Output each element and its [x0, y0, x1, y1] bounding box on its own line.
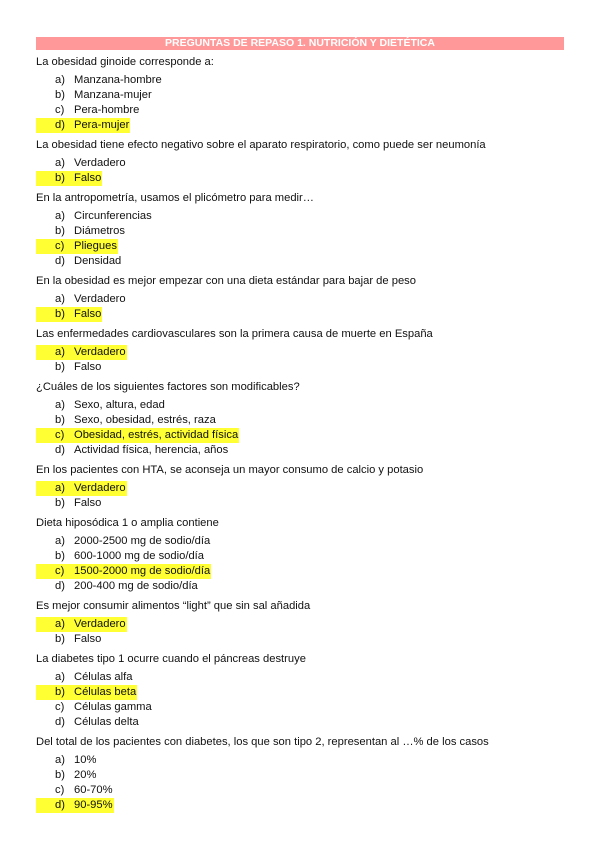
option-text: Verdadero	[74, 482, 126, 494]
option-list	[36, 345, 566, 375]
question-text: Del total de los pacientes con diabetes, los que son tipo 2, representan al …% de los casos	[36, 736, 489, 748]
answer-option-correct	[36, 481, 566, 496]
answer-option-correct	[36, 345, 566, 360]
answer-option	[36, 209, 566, 224]
option-letter: a)	[55, 74, 65, 86]
option-list	[36, 156, 566, 186]
option-letter: a)	[36, 481, 73, 496]
option-text: Células gamma	[74, 701, 152, 713]
option-letter: b)	[55, 89, 65, 101]
option-text: Células alfa	[74, 671, 133, 683]
option-letter: b)	[55, 497, 65, 509]
option-letter: a)	[55, 754, 65, 766]
answer-option-correct	[36, 171, 566, 186]
option-letter: a)	[55, 293, 65, 305]
option-list	[36, 670, 566, 730]
answer-option	[36, 700, 566, 715]
option-letter: c)	[55, 784, 65, 796]
question-text: La obesidad ginoide corresponde a:	[36, 56, 214, 68]
answer-option-correct	[36, 118, 566, 133]
option-text: Falso	[74, 172, 102, 184]
answer-option	[36, 549, 566, 564]
option-letter: d)	[36, 798, 73, 813]
option-letter: d)	[55, 255, 65, 267]
option-letter: a)	[55, 157, 65, 169]
option-letter: c)	[36, 239, 73, 254]
option-letter: d)	[55, 444, 65, 456]
option-text: Sexo, altura, edad	[74, 399, 165, 411]
answer-option	[36, 715, 566, 730]
option-list	[36, 292, 566, 322]
option-text: Falso	[74, 497, 102, 509]
question-list	[36, 55, 566, 818]
option-text: Falso	[74, 633, 102, 645]
option-list	[36, 534, 566, 594]
option-letter: a)	[55, 535, 65, 547]
option-letter: c)	[36, 564, 73, 579]
answer-option	[36, 768, 566, 783]
option-text: Densidad	[74, 255, 122, 267]
question-text: En la obesidad es mejor empezar con una dieta estándar para bajar de peso	[36, 275, 416, 287]
option-list	[36, 753, 566, 813]
option-letter: a)	[55, 210, 65, 222]
answer-option	[36, 73, 566, 88]
option-text: Falso	[74, 361, 102, 373]
option-letter: a)	[36, 617, 73, 632]
option-letter: b)	[55, 225, 65, 237]
option-text: 200-400 mg de sodio/día	[74, 580, 198, 592]
option-text: Manzana-mujer	[74, 89, 152, 101]
option-text: Células delta	[74, 716, 139, 728]
answer-option	[36, 254, 566, 269]
option-text: Diámetros	[74, 225, 125, 237]
page-title: PREGUNTAS DE REPASO 1. NUTRICIÓN Y DIETÉTICA	[36, 37, 564, 50]
option-letter: b)	[55, 361, 65, 373]
option-text: Obesidad, estrés, actividad física	[74, 429, 239, 441]
question-text: La obesidad tiene efecto negativo sobre el aparato respiratorio, como puede ser neumonía	[36, 139, 486, 151]
option-text: Pliegues	[74, 240, 117, 252]
option-letter: b)	[36, 307, 73, 322]
option-list	[36, 209, 566, 269]
option-letter: d)	[55, 580, 65, 592]
answer-option	[36, 88, 566, 103]
answer-option-correct	[36, 307, 566, 322]
answer-option	[36, 443, 566, 458]
question-text: En la antropometría, usamos el plicómetro para medir…	[36, 192, 314, 204]
answer-option-correct	[36, 428, 566, 443]
answer-option-correct	[36, 798, 566, 813]
option-text: Células beta	[74, 686, 137, 698]
question-text: Es mejor consumir alimentos “light” que sin sal añadida	[36, 600, 311, 612]
question-text: Las enfermedades cardiovasculares son la primera causa de muerte en España	[36, 328, 433, 340]
option-text: Verdadero	[74, 157, 126, 169]
option-letter: c)	[55, 701, 65, 713]
option-letter: b)	[36, 171, 73, 186]
answer-option	[36, 579, 566, 594]
answer-option	[36, 103, 566, 118]
answer-option-correct	[36, 239, 566, 254]
answer-option	[36, 753, 566, 768]
option-letter: d)	[55, 716, 65, 728]
option-letter: a)	[55, 399, 65, 411]
option-letter: b)	[55, 633, 65, 645]
answer-option	[36, 360, 566, 375]
option-list	[36, 481, 566, 511]
option-text: Verdadero	[74, 618, 126, 630]
option-text: Verdadero	[74, 346, 126, 358]
option-text: 600-1000 mg de sodio/día	[74, 550, 204, 562]
answer-option	[36, 534, 566, 549]
option-text: Manzana-hombre	[74, 74, 162, 86]
option-letter: b)	[55, 769, 65, 781]
option-list	[36, 398, 566, 458]
question-text: La diabetes tipo 1 ocurre cuando el páncreas destruye	[36, 653, 306, 665]
answer-option	[36, 156, 566, 171]
option-letter: c)	[55, 104, 65, 116]
option-text: Pera-hombre	[74, 104, 140, 116]
answer-option-correct	[36, 617, 566, 632]
option-text: Circunferencias	[74, 210, 152, 222]
option-letter: b)	[36, 685, 73, 700]
option-text: Sexo, obesidad, estrés, raza	[74, 414, 216, 426]
option-letter: b)	[55, 550, 65, 562]
option-text: Actividad física, herencia, años	[74, 444, 229, 456]
answer-option-correct	[36, 685, 566, 700]
option-text: 10%	[74, 754, 97, 766]
answer-option	[36, 398, 566, 413]
option-letter: a)	[55, 671, 65, 683]
option-text: 90-95%	[74, 799, 113, 811]
question-text: Dieta hiposódica 1 o amplia contiene	[36, 517, 219, 529]
option-text: 2000-2500 mg de sodio/día	[74, 535, 211, 547]
answer-option	[36, 413, 566, 428]
option-letter: b)	[55, 414, 65, 426]
question-text: ¿Cuáles de los siguientes factores son modificables?	[36, 381, 300, 393]
answer-option	[36, 292, 566, 307]
option-text: Pera-mujer	[74, 119, 130, 131]
option-text: 20%	[74, 769, 97, 781]
answer-option	[36, 783, 566, 798]
option-text: 60-70%	[74, 784, 113, 796]
question-text: En los pacientes con HTA, se aconseja un mayor consumo de calcio y potasio	[36, 464, 424, 476]
option-text: Verdadero	[74, 293, 126, 305]
option-letter: d)	[36, 118, 73, 133]
answer-option	[36, 224, 566, 239]
answer-option	[36, 670, 566, 685]
option-letter: c)	[36, 428, 73, 443]
answer-option-correct	[36, 564, 566, 579]
option-text: Falso	[74, 308, 102, 320]
answer-option	[36, 496, 566, 511]
option-letter: a)	[36, 345, 73, 360]
answer-option	[36, 632, 566, 647]
option-text: 1500-2000 mg de sodio/día	[74, 565, 211, 577]
option-list	[36, 617, 566, 647]
option-list	[36, 73, 566, 133]
